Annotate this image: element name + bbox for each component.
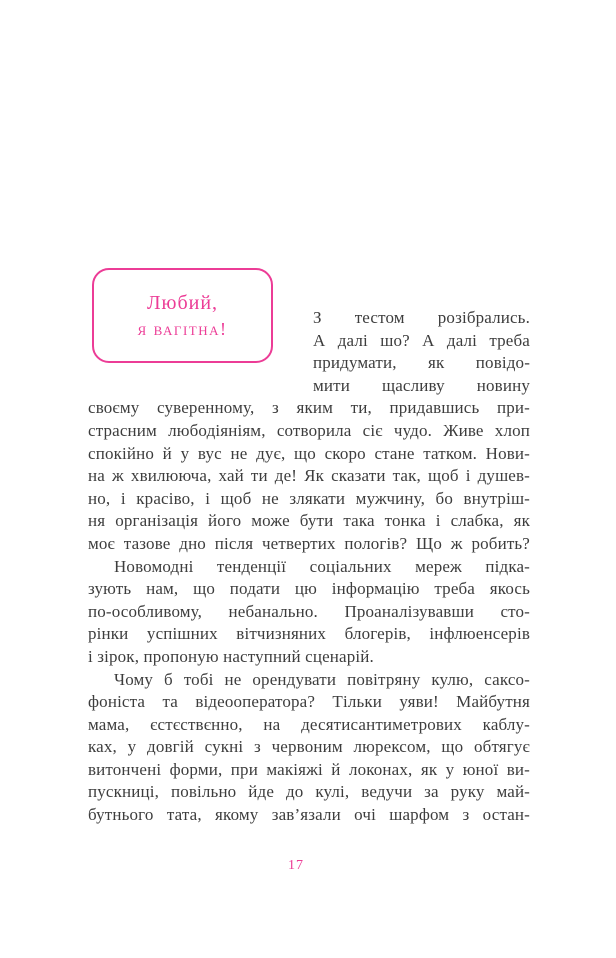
text-line: ках, у довгій сукні з червоним люрексом, що обтягує <box>88 737 530 757</box>
text-line: своєму суверенному, з яким ти, придавшись при- <box>88 398 530 418</box>
paragraph-2 <box>88 556 530 669</box>
text-line: рінки успішних вітчизняних блогерів, інфлюенсерів <box>88 624 530 644</box>
text-line: фоніста та відеооператора? Тільки уяви! Майбутня <box>88 692 530 712</box>
text-line: пускниці, повільно йде до кулі, ведучи за руку май- <box>88 782 530 802</box>
page-number: 17 <box>288 858 304 873</box>
paragraph-1-full <box>88 397 530 555</box>
text-line: мама, єстєствєнно, на десятисантиметрових каблу- <box>88 714 530 734</box>
text-line: на ж хвилююча, хай ти де! Як сказати так, щоб і душев- <box>88 466 530 486</box>
text-line: А далі шо? А далі треба <box>313 330 530 350</box>
text-line: спокійно й у вус не дує, що скоро стане татком. Нови- <box>88 443 530 463</box>
callout-title-line1: Любий, <box>146 291 219 314</box>
text-line: і зірок, пропоную наступний сценарій. <box>88 646 374 666</box>
text-line: мити щасливу новину <box>313 375 530 395</box>
callout-spacer <box>88 307 313 396</box>
text-line: по-особливому, небанально. Проаналізувавши сто- <box>88 601 530 621</box>
callout-title-line2: я вагітна! <box>137 318 228 339</box>
text-line: бутнього тата, якому зав’язали очі шарфом з остан- <box>88 805 530 825</box>
text-line: моє тазове дно після четвертих пологів? Що ж робить? <box>88 533 530 553</box>
body-text <box>88 307 530 827</box>
text-line: зують нам, що подати цю інформацію треба якось <box>88 579 530 599</box>
text-line: З тестом розібрались. <box>313 308 530 327</box>
text-line: ня організація його може бути така тонка і слабка, як <box>88 511 530 531</box>
paragraph-3 <box>88 669 530 827</box>
text-line: страсним любодіяніям, сотворила сіє чудо. Живе хлоп <box>88 420 530 440</box>
text-line: но, і красіво, і щоб не злякати мужчину, бо внутріш- <box>88 488 530 508</box>
text-line: Новомодні тенденції соціальних мереж підка- <box>114 556 530 576</box>
text-line: придумати, як повідо- <box>313 353 530 373</box>
text-line: витончені форми, при макіяжі й локонах, як у юної ви- <box>88 759 530 779</box>
text-line: Чому б тобі не орендувати повітряну кулю, саксо- <box>114 669 530 689</box>
